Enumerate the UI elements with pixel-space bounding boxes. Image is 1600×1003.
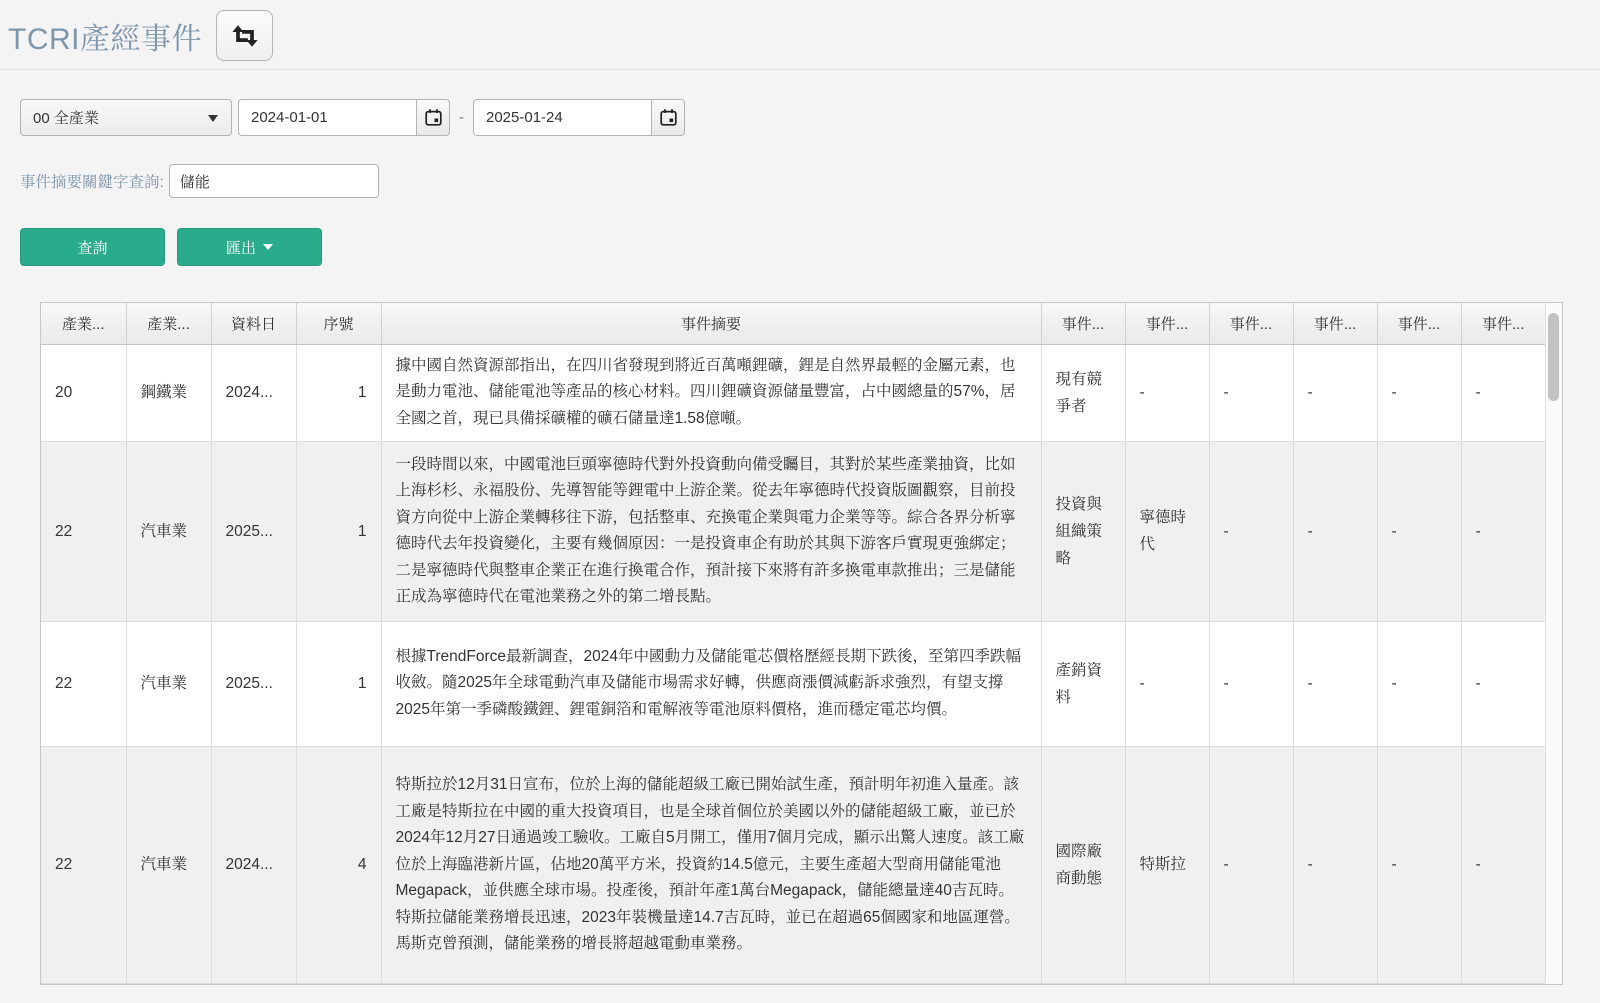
cell-event-extra: - bbox=[1209, 441, 1293, 621]
cell-data-date: 2024... bbox=[211, 746, 296, 984]
cell-industry-name: 汽車業 bbox=[126, 441, 211, 621]
cell-event-extra: - bbox=[1293, 441, 1377, 621]
col-header-industry-name[interactable]: 產業... bbox=[126, 303, 211, 344]
events-table-container bbox=[40, 302, 1563, 985]
cell-event-extra: - bbox=[1293, 344, 1377, 441]
cell-industry-code: 20 bbox=[41, 344, 126, 441]
keyword-input[interactable] bbox=[169, 164, 379, 198]
vertical-scrollbar[interactable] bbox=[1545, 303, 1562, 984]
cell-event-type: 現有競爭者 bbox=[1041, 344, 1125, 441]
cell-event-extra: - bbox=[1461, 621, 1545, 746]
cell-event-extra: - bbox=[1209, 621, 1293, 746]
cell-seq-no: 4 bbox=[296, 746, 381, 984]
scrollbar-thumb[interactable] bbox=[1548, 313, 1559, 401]
cell-event-extra: - bbox=[1209, 746, 1293, 984]
cell-seq-no: 1 bbox=[296, 344, 381, 441]
refresh-button[interactable] bbox=[216, 10, 273, 61]
col-header-event-6[interactable]: 事件... bbox=[1461, 303, 1545, 344]
filters-section bbox=[0, 99, 1600, 985]
cell-event-summary: 根據TrendForce最新調查，2024年中國動力及儲能電芯價格歷經長期下跌後，至第四季跌幅收斂。隨2025年全球電動汽車及儲能市場需求好轉，供應商漲價減虧訴求強烈，有望支撐2025年第一季磷酸鐵鋰、鋰電銅箔和電解液等電池原料價格，進而穩定電芯均價。 bbox=[381, 621, 1041, 746]
cell-event-extra: - bbox=[1125, 621, 1209, 746]
cell-event-extra: - bbox=[1461, 746, 1545, 984]
cell-event-extra: - bbox=[1461, 344, 1545, 441]
table-row[interactable] bbox=[41, 441, 1545, 621]
cell-event-extra: - bbox=[1377, 344, 1461, 441]
cell-data-date: 2025... bbox=[211, 441, 296, 621]
col-header-industry-code[interactable]: 產業... bbox=[41, 303, 126, 344]
title-bar bbox=[0, 0, 1600, 70]
cell-event-type: 國際廠商動態 bbox=[1041, 746, 1125, 984]
cell-industry-name: 鋼鐵業 bbox=[126, 344, 211, 441]
col-header-event-2[interactable]: 事件... bbox=[1125, 303, 1209, 344]
cell-event-extra: - bbox=[1293, 746, 1377, 984]
cell-event-extra: - bbox=[1209, 344, 1293, 441]
caret-down-icon bbox=[263, 244, 273, 250]
cell-industry-name: 汽車業 bbox=[126, 621, 211, 746]
events-table bbox=[41, 303, 1545, 984]
cell-event-extra: - bbox=[1461, 441, 1545, 621]
cell-industry-name: 汽車業 bbox=[126, 746, 211, 984]
cell-event-summary: 據中國自然資源部指出，在四川省發現到將近百萬噸鋰礦，鋰是自然界最輕的金屬元素，也是動力電池、儲能電池等產品的核心材料。四川鋰礦資源儲量豐富，占中國總量的57%，居全國之首，現已具備採礦權的礦石儲量達1.58億噸。 bbox=[381, 344, 1041, 441]
export-button-label: 匯出 bbox=[225, 239, 256, 257]
calendar-icon bbox=[424, 108, 443, 127]
cell-event-extra: 特斯拉 bbox=[1125, 746, 1209, 984]
industry-select[interactable] bbox=[20, 99, 232, 136]
repeat-icon bbox=[231, 22, 259, 50]
cell-event-type: 產銷資料 bbox=[1041, 621, 1125, 746]
cell-event-summary: 特斯拉於12月31日宣布，位於上海的儲能超級工廠已開始試生產，預計明年初進入量產。該工廠是特斯拉在中國的重大投資項目，也是全球首個位於美國以外的儲能超級工廠，並已於2024年12月27日通過竣工驗收。工廠自5月開工，僅用7個月完成，顯示出驚人速度。該工廠位於上海臨港新片區，佔地20萬平方米，投資約14.5億元，主要生產超大型商用儲能電池Megapack，並供應全球市場。投產後，預計年產1萬台Megapack，儲能總量達40吉瓦時。特斯拉儲能業務增長迅速，2023年裝機量達14.7吉瓦時，並已在超過65個國家和地區運營。馬斯克曾預測，儲能業務的增長將超越電動車業務。 bbox=[381, 746, 1041, 984]
cell-event-extra: - bbox=[1125, 344, 1209, 441]
cell-event-extra: - bbox=[1377, 746, 1461, 984]
table-row[interactable] bbox=[41, 746, 1545, 984]
cell-data-date: 2024... bbox=[211, 344, 296, 441]
cell-industry-code: 22 bbox=[41, 621, 126, 746]
col-header-event-3[interactable]: 事件... bbox=[1209, 303, 1293, 344]
table-header-row bbox=[41, 303, 1545, 344]
date-to-calendar-button[interactable] bbox=[651, 99, 685, 136]
cell-event-extra: - bbox=[1293, 621, 1377, 746]
date-to-input[interactable] bbox=[473, 99, 651, 136]
query-button-label: 查詢 bbox=[77, 239, 108, 257]
industry-select-value: 00 全產業 bbox=[33, 110, 99, 127]
keyword-label: 事件摘要關鍵字查詢: bbox=[20, 174, 164, 191]
table-row[interactable] bbox=[41, 621, 1545, 746]
col-header-data-date[interactable]: 資料日 bbox=[211, 303, 296, 344]
cell-seq-no: 1 bbox=[296, 621, 381, 746]
col-header-event-5[interactable]: 事件... bbox=[1377, 303, 1461, 344]
export-button[interactable] bbox=[177, 228, 322, 266]
date-to-group bbox=[473, 99, 685, 136]
table-row[interactable] bbox=[41, 344, 1545, 441]
cell-event-extra: - bbox=[1377, 441, 1461, 621]
cell-event-extra: - bbox=[1377, 621, 1461, 746]
cell-industry-code: 22 bbox=[41, 746, 126, 984]
col-header-seq-no[interactable]: 序號 bbox=[296, 303, 381, 344]
date-from-input[interactable] bbox=[238, 99, 416, 136]
date-from-calendar-button[interactable] bbox=[416, 99, 450, 136]
cell-seq-no: 1 bbox=[296, 441, 381, 621]
col-header-event-summary[interactable]: 事件摘要 bbox=[381, 303, 1041, 344]
col-header-event-4[interactable]: 事件... bbox=[1293, 303, 1377, 344]
cell-event-extra: 寧德時代 bbox=[1125, 441, 1209, 621]
cell-event-type: 投資與組織策略 bbox=[1041, 441, 1125, 621]
date-from-group bbox=[238, 99, 450, 136]
cell-industry-code: 22 bbox=[41, 441, 126, 621]
page-title: TCRI產經事件 bbox=[8, 22, 202, 56]
cell-data-date: 2025... bbox=[211, 621, 296, 746]
chevron-down-icon bbox=[208, 115, 218, 122]
cell-event-summary: 一段時間以來，中國電池巨頭寧德時代對外投資動向備受矚目，其對於某些產業抽資，比如上海杉杉、永福股份、先導智能等鋰電中上游企業。從去年寧德時代投資版圖觀察，目前投資方向從中上游企業轉移往下游，包括整車、充換電企業與電力企業等等。綜合各界分析寧德時代去年投資變化，主要有幾個原因：一是投資車企有助於其與下游客戶實現更強綁定；二是寧德時代與整車企業正在進行換電合作，預計接下來將有許多換電車款推出；三是儲能正成為寧德時代在電池業務之外的第二增長點。 bbox=[381, 441, 1041, 621]
col-header-event-1[interactable]: 事件... bbox=[1041, 303, 1125, 344]
calendar-icon bbox=[659, 108, 678, 127]
date-range-separator: - bbox=[459, 109, 464, 126]
query-button[interactable] bbox=[20, 228, 165, 266]
